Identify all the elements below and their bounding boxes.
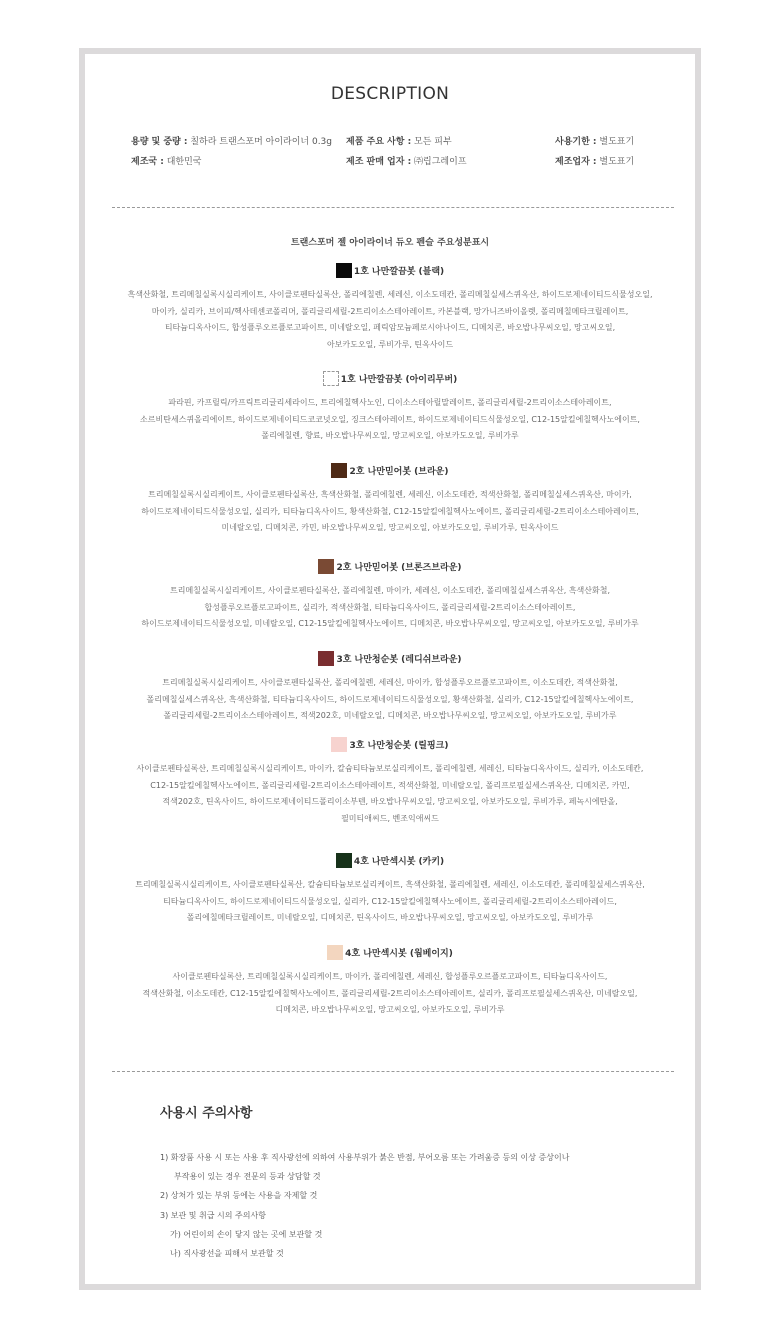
caution-title: 사용시 주의사항	[160, 1106, 253, 1121]
ingredient-line: 적색202호, 틴옥사이드, 하이드로제네이티드폴리이소부텐, 바오밥나무씨오일, 망고씨오일, 아보카도오일, 루비가루, 페녹시에탄올,	[162, 797, 618, 807]
ingredient-line: 폴리에칠메타크릴레이트, 미네랄오일, 디메치콘, 틴옥사이드, 바오밥나무씨오일, 망고씨오일, 아보카도오일, 루비가루	[186, 913, 594, 923]
ingredient-line: 폴리글리세릴-2트리이소스테아레이트, 적색202호, 미네랄오일, 디메치콘, 바오밥나무씨오일, 망고씨오일, 아보카도오일, 루비가루	[163, 711, 617, 721]
product-section	[85, 652, 695, 725]
product-heading	[85, 738, 695, 754]
ingredient-line: 트리메칠실록시실리케이트, 사이클로펜타실록산, 칼슘티타늄보로실리케이트, 흑색산화철, 폴리에칠렌, 세레신, 이소도데칸, 폴리메칠실세스퀴옥산,	[135, 880, 645, 889]
color-swatch	[318, 651, 334, 666]
ingredient-line: 마이카, 실리카, 브이피/헥사데센코폴리머, 폴리글리세릴-2트리이소스테아레이트, 카본블랙, 망가니즈바이올렛, 폴리메칠메타크릴레이트,	[151, 306, 629, 316]
caution-item: 3) 보관 및 취급 시의 주의사항	[160, 1210, 266, 1220]
ingredient-text	[85, 761, 695, 827]
product-name: 2호 나만믿어봇 (브론즈브라운)	[336, 563, 462, 573]
description-frame	[79, 48, 701, 1290]
product-name: 2호 나만믿어봇 (브라운)	[349, 467, 449, 477]
product-name: 3호 나만청순봇 (릴핑크)	[349, 741, 449, 751]
ingredient-line: 파라핀, 카프릴릭/카프릭트리글리세라이드, 트리에칠헥사노인, 디이소스테아릴말레이트, 폴리글리세릴-2트리이소스테아레이트,	[168, 398, 612, 407]
color-swatch	[318, 559, 334, 574]
ingredient-text	[85, 675, 695, 725]
ingredient-text	[85, 287, 695, 353]
info-manufacturer: 제조업자 : 별도표기	[555, 157, 635, 167]
info-country: 제조국 : 대한민국	[131, 157, 202, 167]
divider-top	[112, 207, 674, 208]
info-capacity: 용량 및 중량 : 칠하라 트랜스포머 아이라이너 0.3g	[131, 137, 332, 147]
product-section	[85, 264, 695, 353]
color-swatch	[331, 463, 347, 478]
ingredient-line: 폴리메칠실세스퀴옥산, 흑색산화철, 티타늄디옥사이드, 하이드로제네이티드식물성오일, 황색산화철, 실리카, C12-15알킬에칠헥사노에이트,	[146, 694, 634, 704]
product-name: 3호 나만청순봇 (레디쉬브라운)	[336, 655, 462, 665]
product-section	[85, 854, 695, 927]
ingredient-line: 티타늄디옥사이드, 하이드로제네이티드식물성오일, 실리카, C12-15알킬에칠헥사노에이트, 폴리글리세릴-2트리이소스테아레이드,	[163, 896, 617, 906]
product-heading	[85, 854, 695, 870]
ingredient-text	[85, 487, 695, 537]
caution-item: 부작용이 있는 경우 전문의 등과 상담할 것	[174, 1172, 321, 1182]
product-section	[85, 372, 695, 445]
ingredient-line: 트리메칠실록시실리케이트, 사이클로펜타실록산, 폴리에칠렌, 마이카, 세레신, 이소도데칸, 폴리메칠실세스퀴옥산, 흑색산화철,	[170, 586, 610, 595]
color-swatch	[331, 737, 347, 752]
ingredient-line: 티타늄디옥사이드, 합성플루오르플로고파이트, 미네랄오일, 페릭암모늄페로시아나이드, 디메치콘, 바오밥나무씨오일, 망고씨오일,	[164, 323, 616, 333]
product-section	[85, 560, 695, 633]
divider-bottom	[112, 1071, 674, 1072]
ingredient-line: 미네랄오일, 디메치콘, 카민, 바오밥나무씨오일, 망고씨오일, 아보카도오일, 루비가루, 틴옥사이드	[221, 523, 559, 533]
product-name: 1호 나만깔끔봇 (블랙)	[353, 267, 445, 277]
ingredients-title: 트랜스포머 젤 아이라이너 듀오 펜슬 주요성분표시	[290, 238, 490, 248]
info-skin-type: 제품 주요 사항 : 모든 피부	[346, 137, 452, 147]
ingredient-line: 소르비탄세스퀴올리에이트, 하이드로제네이티드코코넛오일, 징크스테아레이트, 하이드로제네이티드식물성오일, C12-15알킬에칠헥사노에이트,	[140, 414, 640, 424]
ingredient-line: 사이클로펜타실록산, 트리메칠실록시실리케이트, 마이카, 폴리에칠렌, 세레신, 합성플루오르플로고파이트, 티타늄디옥사이드,	[172, 972, 608, 981]
product-heading	[85, 946, 695, 962]
ingredient-text	[85, 969, 695, 1019]
product-heading	[85, 264, 695, 280]
ingredient-line: 트리메칠실록시실리케이트, 사이클로펜타실록산, 흑색산화철, 폴리에칠렌, 세레신, 이소도데칸, 적색산화철, 폴리메칠실세스퀴옥산, 마이카,	[148, 490, 632, 499]
ingredient-line: 하이드로제네이티드식물성오일, 실리카, 티타늄디옥사이드, 황색산화철, C12-15알킬에칠헥사노에이트, 폴리글리세릴-2트리이소스테아레이트,	[141, 506, 639, 516]
description-panel	[85, 54, 695, 1284]
color-swatch	[327, 945, 343, 960]
ingredient-text	[85, 583, 695, 633]
ingredient-line: 필미티애씨드, 벤조익애씨드	[341, 813, 439, 823]
caution-item: 가) 어린이의 손이 닿지 않는 곳에 보관할 것	[170, 1229, 323, 1239]
product-section	[85, 464, 695, 537]
ingredient-line: 디메치콘, 바오밥나무씨오일, 망고씨오일, 아보카도오일, 루비가루	[275, 1005, 505, 1015]
ingredient-line: 트리메칠실록시실리케이트, 사이클로펜타실록산, 폴리에칠렌, 세레신, 마이카, 합성플루오르플로고파이트, 이소도데칸, 적색산화철,	[162, 678, 618, 687]
caution-list	[160, 1148, 569, 1263]
ingredient-line: 흑색산화철, 트리메칠실록시실리케이트, 사이클로펜타실록산, 폴리에칠렌, 세레신, 이소도데칸, 폴리메칠실세스퀴옥산, 하이드로제네이티드식물성오일,	[127, 290, 653, 299]
color-swatch	[336, 853, 352, 868]
product-name: 4호 나만섹시봇 (웜베이지)	[345, 949, 453, 959]
product-heading	[85, 372, 695, 388]
ingredient-line: C12-15알킬에칠헥사노에이트, 폴리글리세릴-2트리이소스테아레이트, 적색산화철, 미네랄오일, 폴리프로필실세스퀴옥산, 디메치콘, 카민,	[150, 780, 630, 790]
product-heading	[85, 652, 695, 668]
ingredient-line: 적색산화철, 이소도데칸, C12-15알킬에칠헥사노에이트, 폴리글리세릴-2트리이소스테아레이트, 실리카, 폴리프로필실세스퀴옥산, 미네랄오일,	[142, 988, 638, 998]
ingredient-line: 사이클로펜타실록산, 트리메칠실록시실리케이트, 마이카, 칼슘티타늄보로실리케이트, 폴리에칠렌, 세레신, 티타늄디옥사이드, 실리카, 이소도데칸,	[136, 764, 644, 773]
ingredient-line: 아보카도오일, 루비가루, 틴옥사이드	[326, 339, 454, 349]
ingredient-text	[85, 395, 695, 445]
product-heading	[85, 560, 695, 576]
ingredient-line: 합성플루오르플로고파이트, 실리카, 적색산화철, 티타늄디옥사이드, 폴리글리세릴-2트리이소스테아레이트,	[204, 602, 576, 612]
caution-item: 나) 직사광선을 피해서 보관할 것	[170, 1249, 284, 1259]
product-heading	[85, 464, 695, 480]
info-expiry: 사용기한 : 별도표기	[555, 137, 635, 147]
ingredient-line: 하이드로제네이티드식물성오일, 미네랄오일, C12-15알킬에칠헥사노에이트, 디메치콘, 바오밥나무씨오일, 망고씨오일, 아보카도오일, 루비가루	[141, 619, 639, 629]
product-name: 1호 나만깔끔봇 (아이리무버)	[340, 375, 458, 385]
product-section	[85, 738, 695, 827]
ingredient-text	[85, 877, 695, 927]
color-swatch	[336, 263, 352, 278]
page-title: DESCRIPTION	[330, 84, 450, 104]
ingredient-line: 폴리에칠렌, 향료, 바오밥나무씨오일, 망고씨오일, 아보카도오일, 루비가루	[261, 431, 519, 441]
color-swatch	[323, 371, 339, 386]
caution-item: 2) 상처가 있는 부위 등에는 사용을 자제할 것	[160, 1191, 318, 1201]
caution-item: 1) 화장품 사용 시 또는 사용 후 직사광선에 의하여 사용부위가 붉은 반점, 부어오름 또는 가려움증 등의 이상 증상이나	[160, 1153, 570, 1162]
product-section	[85, 946, 695, 1019]
info-seller: 제조 판매 업자 : ㈜립그레이프	[346, 157, 467, 167]
product-name: 4호 나만섹시봇 (카키)	[353, 857, 445, 867]
